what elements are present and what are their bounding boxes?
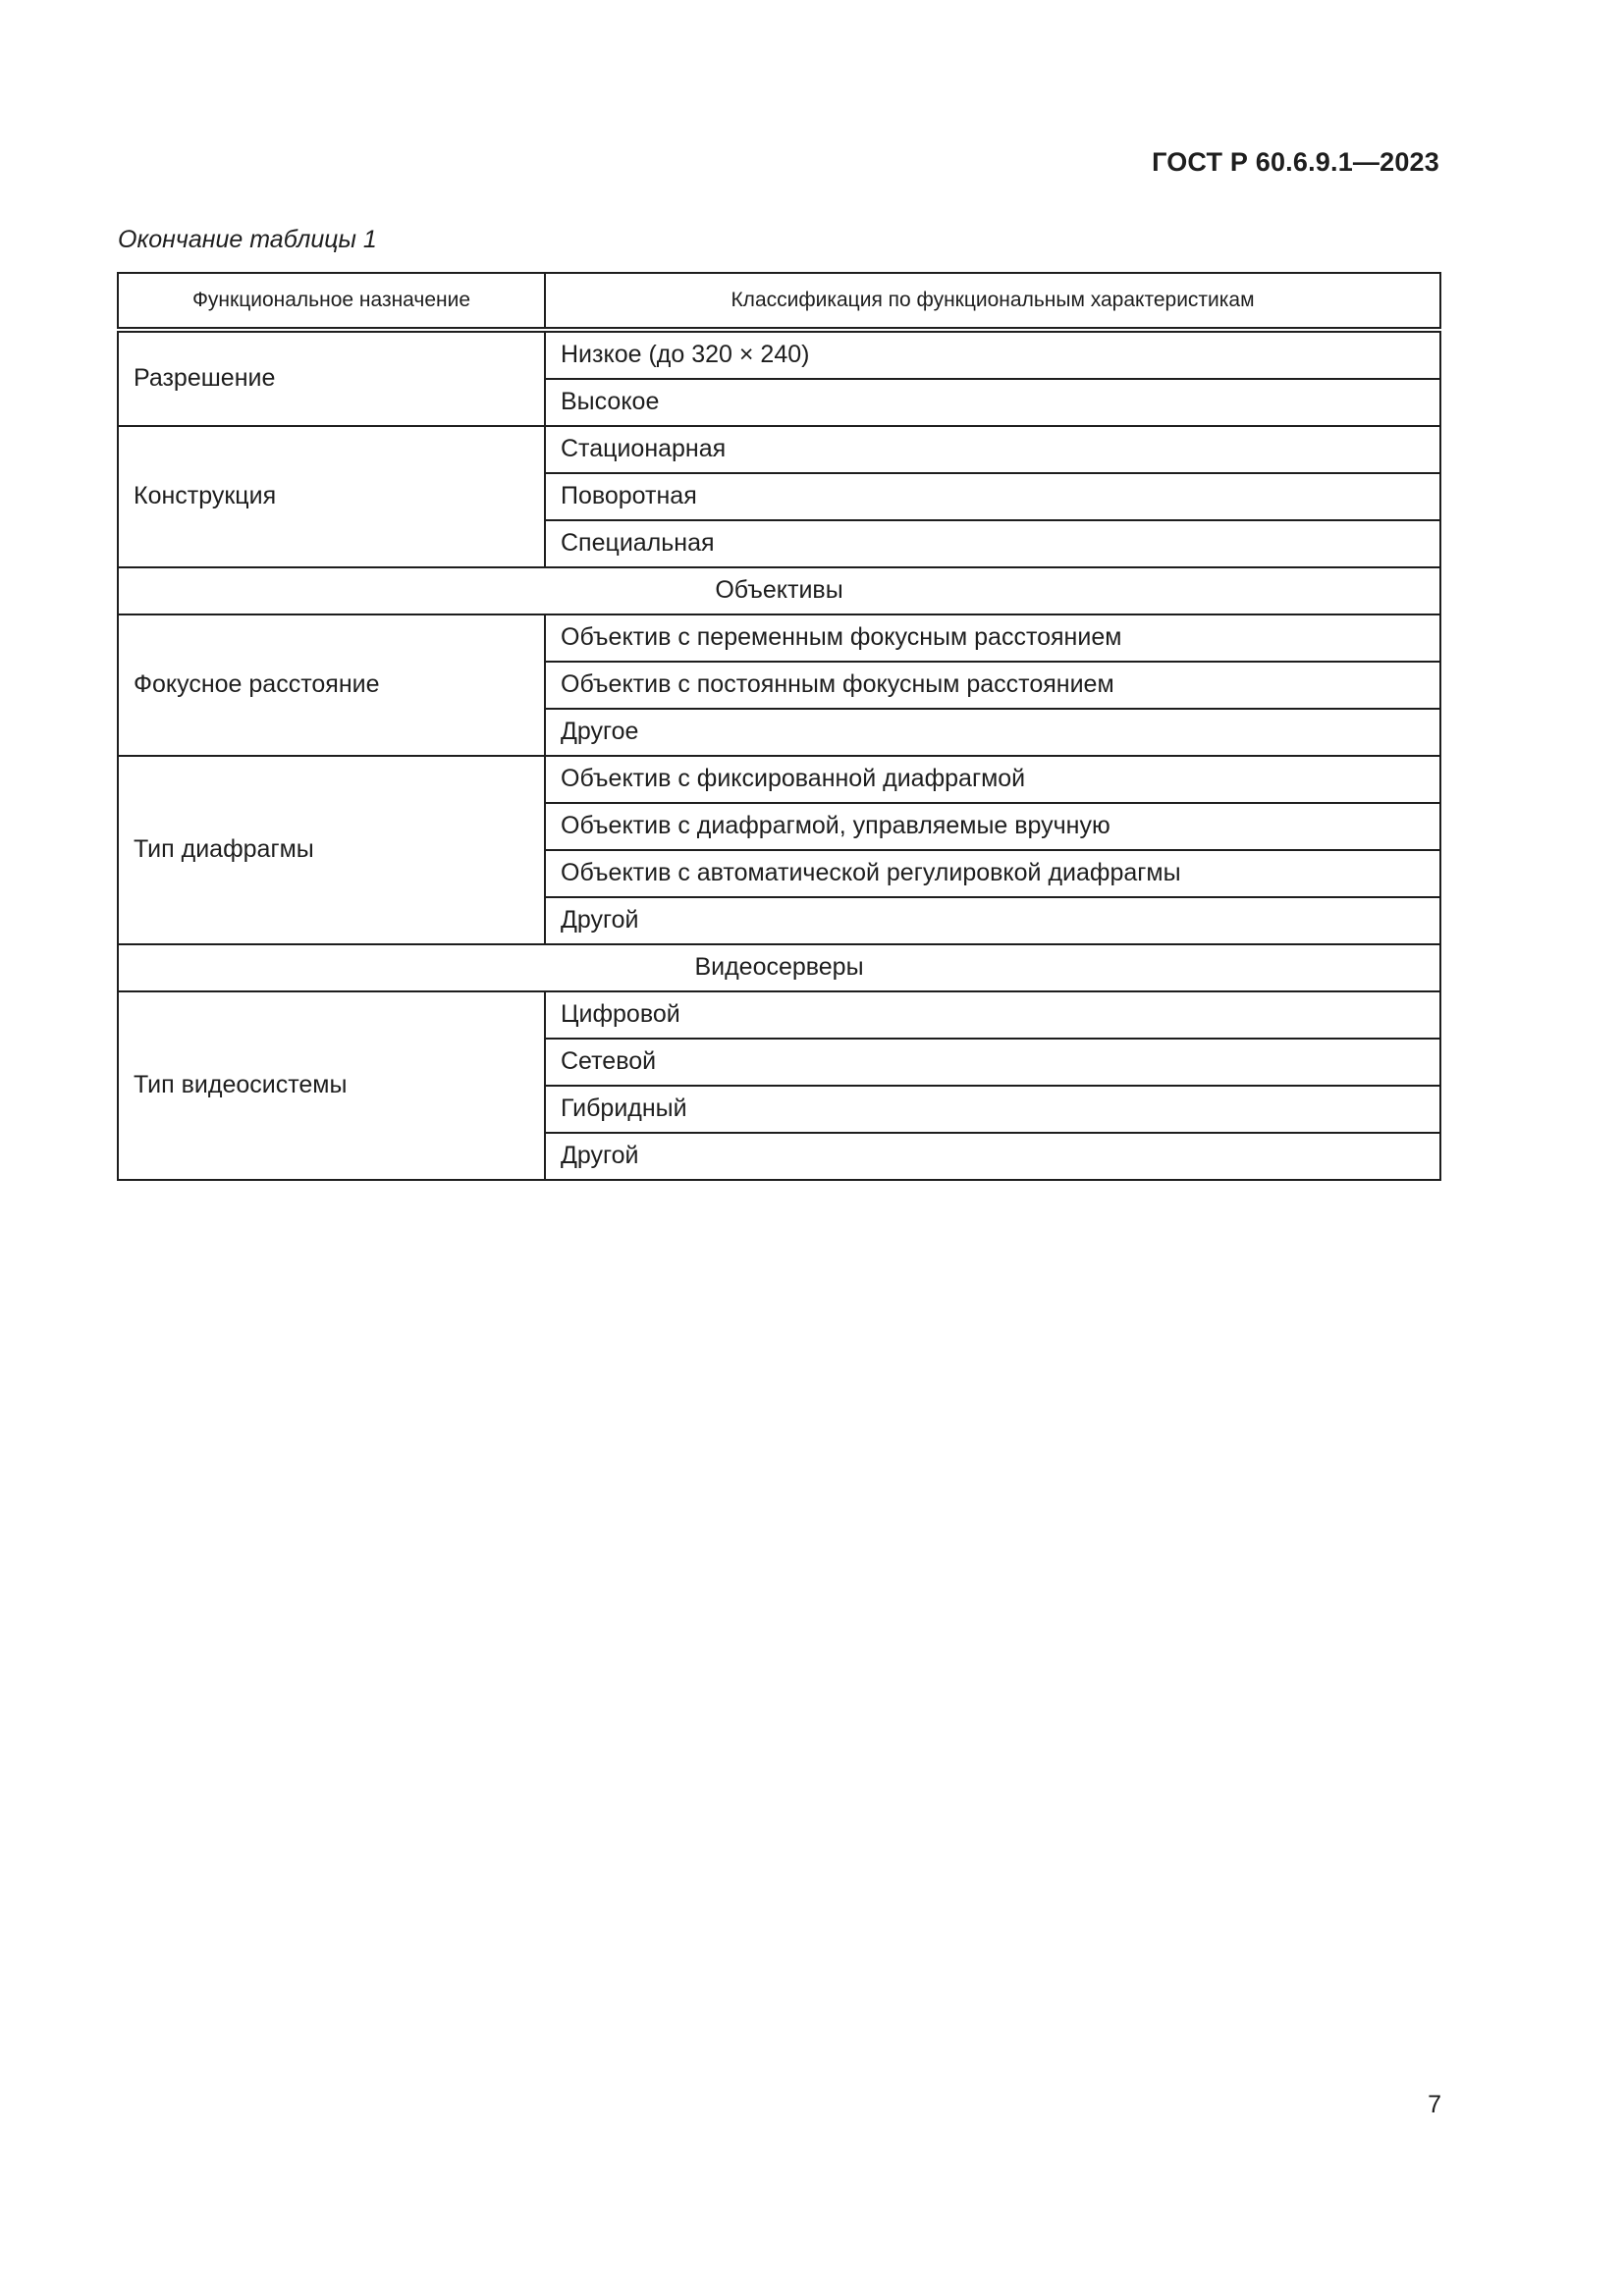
row-label-focal-length: Фокусное расстояние [118,614,545,756]
table-cell: Поворотная [545,473,1440,520]
table-cell: Сетевой [545,1039,1440,1086]
table-row [118,756,1440,803]
table-cell: Объектив с диафрагмой, управляемые вручную [545,803,1440,850]
table-cell: Объектив с автоматической регулировкой диафрагмы [545,850,1440,897]
column-header-purpose: Функциональное назначение [118,273,545,330]
table-cell: Объектив с переменным фокусным расстоянием [545,614,1440,662]
table-cell: Объектив с постоянным фокусным расстоянием [545,662,1440,709]
row-label-construction: Конструкция [118,426,545,567]
section-row [118,567,1440,614]
section-heading-video-servers: Видеосерверы [118,944,1440,991]
table-cell: Другое [545,709,1440,756]
table-cell: Специальная [545,520,1440,567]
table-row [118,330,1440,379]
column-header-classification: Классификация по функциональным характеристикам [545,273,1440,330]
table-cell: Другой [545,897,1440,944]
section-heading-lenses: Объективы [118,567,1440,614]
document-code: ГОСТ Р 60.6.9.1—2023 [1152,147,1439,177]
page-number: 7 [1428,2091,1441,2118]
table-row [118,426,1440,473]
table-cell: Высокое [545,379,1440,426]
table-cell: Низкое (до 320 × 240) [545,330,1440,379]
table-cell: Гибридный [545,1086,1440,1133]
table-cell: Стационарная [545,426,1440,473]
table-cell: Другой [545,1133,1440,1180]
row-label-video-system-type: Тип видеосистемы [118,991,545,1180]
table-header-row [118,273,1440,330]
table-cell: Объектив с фиксированной диафрагмой [545,756,1440,803]
table-row [118,614,1440,662]
table-row [118,991,1440,1039]
row-label-resolution: Разрешение [118,330,545,426]
table-caption: Окончание таблицы 1 [118,226,377,253]
section-row [118,944,1440,991]
table-cell: Цифровой [545,991,1440,1039]
row-label-aperture-type: Тип диафрагмы [118,756,545,944]
classification-table [117,272,1441,1181]
